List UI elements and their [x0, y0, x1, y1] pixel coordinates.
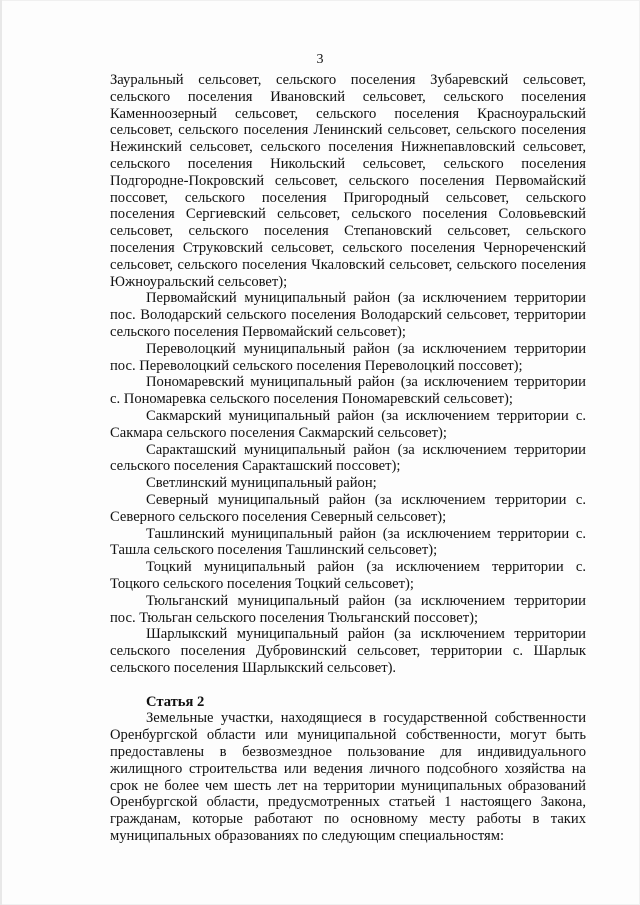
page-number: 3 [316, 52, 324, 67]
article-text: Земельные участки, находящиеся в государственной собственности Оренбургской области или муниципальной собственности, могут быть предоставлены в безвозмездное пользование для индивидуального жилищного строительства или ведения личного подсобного хозяйства на срок не более чем шесть лет на территории муниципальных образований Оренбургской области, предусмотренных статьей 1 настоящего Закона, гражданам, которые работают по основному месту работы в таких муниципальных образованиях по следующим специальностям: [110, 710, 586, 845]
paragraph-totsky: Тоцкий муниципальный район (за исключением территории с. Тоцкого сельского поселения Тоцкий сельсовет); [110, 559, 586, 592]
paragraph-saraktashsky: Саракташский муниципальный район (за исключением территории сельского поселения Саракташский поссовет); [110, 441, 586, 475]
paragraph-severny: Северный муниципальный район (за исключением территории с. Северного сельского поселения Северный сельсовет); [110, 491, 586, 525]
paragraph-perevolotsky: Переволоцкий муниципальный район (за исключением территории пос. Переволоцкий сельского поселения Переволоцкий поссовет); [110, 340, 586, 374]
paragraph-tashlinsky: Ташлинский муниципальный район (за исключением территории с. Ташла сельского поселения Ташлинский сельсовет); [110, 525, 586, 559]
paragraph-sakmarsky: Сакмарский муниципальный район (за исключением территории с. Сакмара сельского поселения Сакмарский сельсовет); [110, 407, 586, 441]
page-edge [0, 0, 2, 905]
paragraph-pervomaysky: Первомайский муниципальный район (за исключением территории пос. Володарский сельского поселения Володарский сельсовет, территории сельского поселения Первомайский сельсовет); [110, 290, 586, 340]
paragraph-ponomarevsky: Пономаревский муниципальный район (за исключением территории с. Пономаревка сельского поселения Пономаревский сельсовет); [110, 374, 586, 408]
article-heading: Статья 2 [146, 693, 205, 710]
document-body [110, 72, 586, 845]
paragraph-sharlyksky: Шарлыкский муниципальный район (за исключением территории сельского поселения Дубровинский сельсовет, территории с. Шарлык сельского поселения Шарлыкский сельсовет). [110, 626, 586, 676]
paragraph-tyulgansky: Тюльганский муниципальный район (за исключением территории пос. Тюльган сельского поселения Тюльганский поссовет); [110, 592, 586, 626]
paragraph-svetlinsky: Светлинский муниципальный район; [146, 475, 377, 492]
paragraph-continuation: Зауральный сельсовет, сельского поселения Зубаревский сельсовет, сельского поселения Ивановский сельсовет, сельского поселения Каменноозерный сельсовет, сельского поселения Красноуральский сельсовет, сельского поселения Ленинский сельсовет, сельского поселения Нежинский сельсовет, сельского поселения Нижнепавловский сельсовет, сельского поселения Никольский сельсовет, сельского поселения Подгородне-Покровский сельсовет, сельского поселения Первомайский поссовет, сельского поселения Пригородный сельсовет, сельского поселения Сергиевский сельсовет, сельского поселения Соловьевский сельсовет, сельского поселения Степановский сельсовет, сельского поселения Струковский сельсовет, сельского поселения Чернореченский сельсовет, сельского поселения Чкаловский сельсовет, сельского поселения Южноуральский сельсовет); [110, 72, 586, 290]
